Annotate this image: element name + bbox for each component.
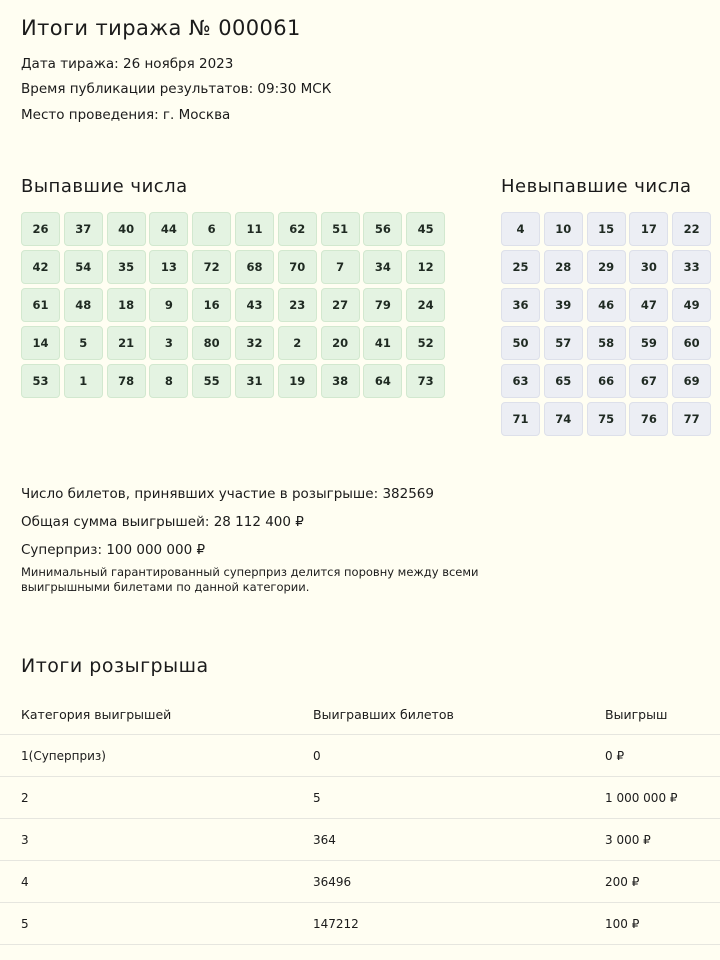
drawn-number-cell: 3 (149, 326, 188, 360)
results-table (0, 694, 720, 945)
not-drawn-number-cell: 22 (672, 212, 711, 246)
cell-winners: 5 (313, 777, 605, 819)
place-label: Место проведения: (21, 107, 159, 123)
cell-prize: 100 ₽ (605, 903, 720, 945)
not-drawn-number-cell: 28 (544, 250, 583, 284)
not-drawn-number-cell: 75 (587, 402, 626, 436)
not-drawn-number-cell: 58 (587, 326, 626, 360)
drawn-number-cell: 54 (64, 250, 103, 284)
cell-prize: 3 000 ₽ (605, 819, 720, 861)
drawn-number-cell: 11 (235, 212, 274, 246)
not-drawn-number-cell: 63 (501, 364, 540, 398)
table-row (0, 861, 720, 903)
not-drawn-number-cell: 29 (587, 250, 626, 284)
not-drawn-number-cell: 76 (629, 402, 668, 436)
cell-winners: 0 (313, 735, 605, 777)
drawn-number-cell: 37 (64, 212, 103, 246)
drawn-number-cell: 70 (278, 250, 317, 284)
not-drawn-number-cell: 4 (501, 212, 540, 246)
results-title: Итоги розыгрыша (21, 655, 209, 677)
drawn-number-cell: 34 (363, 250, 402, 284)
not-drawn-number-cell: 50 (501, 326, 540, 360)
not-drawn-number-cell: 17 (629, 212, 668, 246)
results-header-row (0, 694, 720, 735)
drawn-number-cell: 73 (406, 364, 445, 398)
column-header-prize: Выигрыш (605, 706, 668, 722)
not-drawn-number-cell: 30 (629, 250, 668, 284)
not-drawn-number-cell: 59 (629, 326, 668, 360)
not-drawn-number-cell: 69 (672, 364, 711, 398)
not-drawn-number-cell: 74 (544, 402, 583, 436)
superprize-note: Минимальный гарантированный суперприз делится поровну между всеми выигрышными билетами по данной категории. (21, 565, 479, 594)
not-drawn-number-cell: 57 (544, 326, 583, 360)
drawn-number-cell: 19 (278, 364, 317, 398)
page-title: Итоги тиража № 000061 (21, 16, 301, 40)
drawn-number-cell: 52 (406, 326, 445, 360)
total-value: 28 112 400 ₽ (213, 514, 304, 530)
drawn-number-cell: 51 (321, 212, 360, 246)
tickets-line (21, 486, 434, 502)
drawn-number-cell: 44 (149, 212, 188, 246)
table-row (0, 735, 720, 777)
drawn-number-cell: 68 (235, 250, 274, 284)
drawn-number-cell: 32 (235, 326, 274, 360)
publish-time-line (21, 81, 331, 97)
drawn-numbers-grid (21, 212, 445, 398)
drawn-number-cell: 56 (363, 212, 402, 246)
drawn-number-cell: 23 (278, 288, 317, 322)
superprize-line (21, 542, 205, 558)
publish-time-value: 09:30 МСК (257, 81, 332, 97)
drawn-numbers-title: Выпавшие числа (21, 176, 188, 197)
cell-winners: 364 (313, 819, 605, 861)
drawn-number-cell: 61 (21, 288, 60, 322)
drawn-number-cell: 1 (64, 364, 103, 398)
cell-winners: 147212 (313, 903, 605, 945)
not-drawn-number-cell: 36 (501, 288, 540, 322)
table-row (0, 819, 720, 861)
column-header-winners: Выигравших билетов (313, 706, 454, 722)
drawn-number-cell: 27 (321, 288, 360, 322)
drawn-number-cell: 79 (363, 288, 402, 322)
not-drawn-number-cell: 33 (672, 250, 711, 284)
total-line (21, 514, 304, 530)
drawn-number-cell: 55 (192, 364, 231, 398)
not-drawn-number-cell: 77 (672, 402, 711, 436)
drawn-number-cell: 2 (278, 326, 317, 360)
cell-prize: 1 000 000 ₽ (605, 777, 720, 819)
drawn-number-cell: 48 (64, 288, 103, 322)
cell-category: 2 (0, 777, 313, 819)
publish-time-label: Время публикации результатов: (21, 81, 254, 97)
not-drawn-number-cell: 15 (587, 212, 626, 246)
not-drawn-number-cell: 46 (587, 288, 626, 322)
not-drawn-numbers-title: Невыпавшие числа (501, 176, 692, 197)
not-drawn-number-cell: 66 (587, 364, 626, 398)
cell-winners: 36496 (313, 861, 605, 903)
drawn-number-cell: 6 (192, 212, 231, 246)
drawn-number-cell: 5 (64, 326, 103, 360)
superprize-label: Суперприз: (21, 542, 103, 558)
drawn-number-cell: 40 (107, 212, 146, 246)
drawn-number-cell: 41 (363, 326, 402, 360)
not-drawn-number-cell: 49 (672, 288, 711, 322)
drawn-number-cell: 13 (149, 250, 188, 284)
drawn-number-cell: 72 (192, 250, 231, 284)
drawn-number-cell: 16 (192, 288, 231, 322)
drawn-number-cell: 31 (235, 364, 274, 398)
cell-category: 5 (0, 903, 313, 945)
drawn-number-cell: 18 (107, 288, 146, 322)
superprize-value: 100 000 000 ₽ (106, 542, 206, 558)
drawn-number-cell: 38 (321, 364, 360, 398)
drawn-number-cell: 53 (21, 364, 60, 398)
drawn-number-cell: 26 (21, 212, 60, 246)
table-row (0, 903, 720, 945)
not-drawn-number-cell: 47 (629, 288, 668, 322)
cell-category: 3 (0, 819, 313, 861)
cell-prize: 200 ₽ (605, 861, 720, 903)
cell-prize: 0 ₽ (605, 735, 720, 777)
drawn-number-cell: 12 (406, 250, 445, 284)
drawn-number-cell: 80 (192, 326, 231, 360)
drawn-number-cell: 8 (149, 364, 188, 398)
drawn-number-cell: 78 (107, 364, 146, 398)
place-value: г. Москва (162, 107, 231, 123)
place-line (21, 107, 230, 123)
not-drawn-number-cell: 71 (501, 402, 540, 436)
drawn-number-cell: 42 (21, 250, 60, 284)
draw-date-line (21, 56, 233, 72)
drawn-number-cell: 21 (107, 326, 146, 360)
cell-category: 1(Суперприз) (0, 735, 313, 777)
not-drawn-number-cell: 67 (629, 364, 668, 398)
not-drawn-numbers-grid (501, 212, 711, 436)
drawn-number-cell: 20 (321, 326, 360, 360)
not-drawn-number-cell: 25 (501, 250, 540, 284)
drawn-number-cell: 24 (406, 288, 445, 322)
not-drawn-number-cell: 10 (544, 212, 583, 246)
not-drawn-number-cell: 65 (544, 364, 583, 398)
not-drawn-number-cell: 60 (672, 326, 711, 360)
drawn-number-cell: 14 (21, 326, 60, 360)
tickets-label: Число билетов, принявших участие в розыгрыше: (21, 486, 379, 502)
table-row (0, 777, 720, 819)
drawn-number-cell: 9 (149, 288, 188, 322)
draw-date-value: 26 ноября 2023 (123, 56, 234, 72)
cell-category: 4 (0, 861, 313, 903)
drawn-number-cell: 7 (321, 250, 360, 284)
total-label: Общая сумма выигрышей: (21, 514, 210, 530)
drawn-number-cell: 62 (278, 212, 317, 246)
tickets-value: 382569 (382, 486, 434, 502)
drawn-number-cell: 35 (107, 250, 146, 284)
drawn-number-cell: 64 (363, 364, 402, 398)
drawn-number-cell: 45 (406, 212, 445, 246)
not-drawn-number-cell: 39 (544, 288, 583, 322)
draw-date-label: Дата тиража: (21, 56, 119, 72)
drawn-number-cell: 43 (235, 288, 274, 322)
column-header-category: Категория выигрышей (21, 706, 172, 722)
